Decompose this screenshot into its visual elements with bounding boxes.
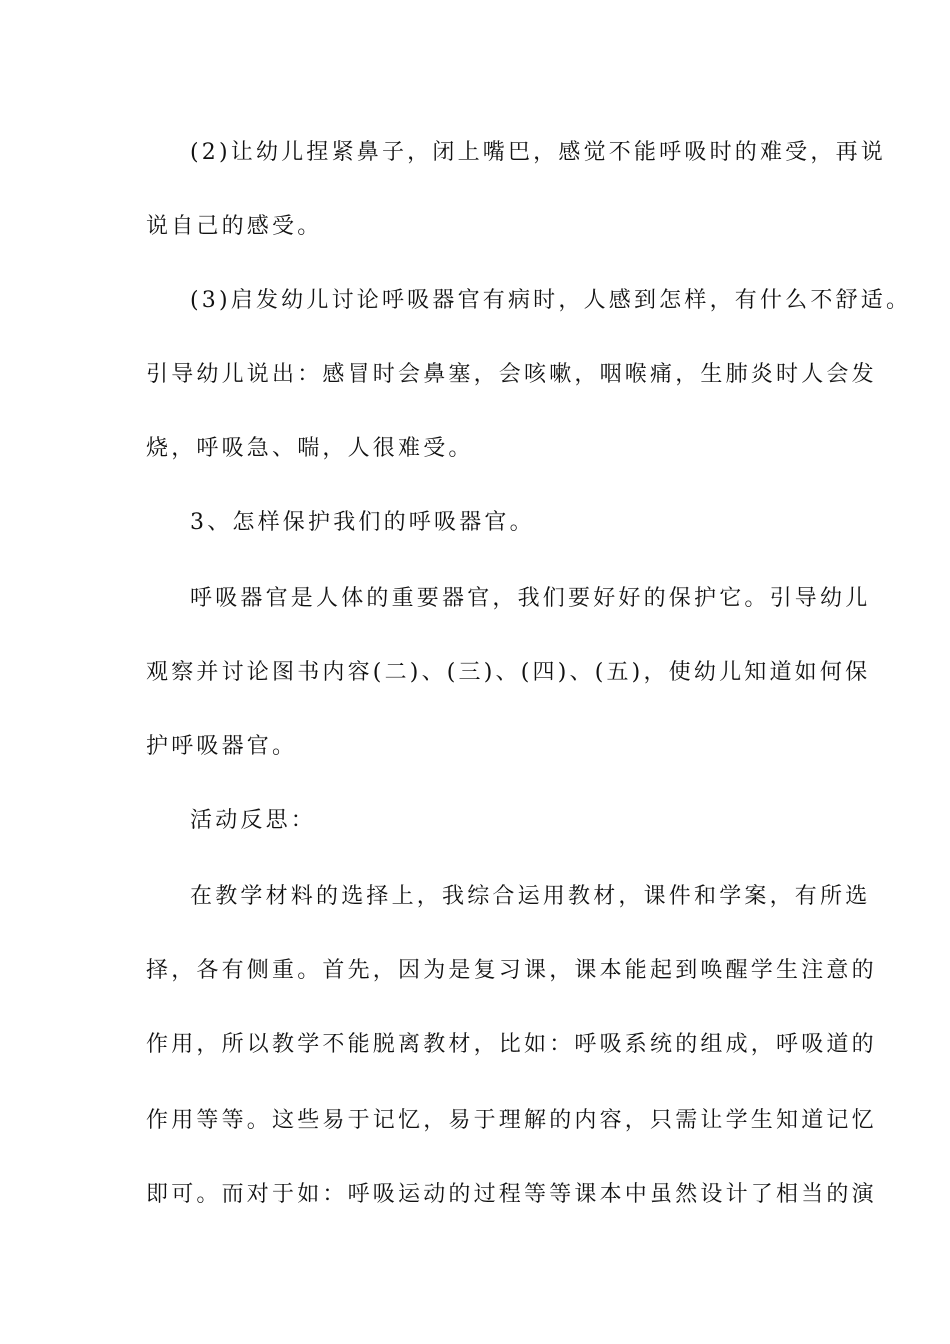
text-line: (2)让幼儿捏紧鼻子，闭上嘴巴，感觉不能呼吸时的难受，再说 [190, 140, 886, 165]
text-line: 在教学材料的选择上，我综合运用教材，课件和学案，有所选 [190, 884, 871, 909]
text-line: 即可。而对于如：呼吸运动的过程等等课本中虽然设计了相当的演 [146, 1182, 877, 1207]
text-line: (3)启发幼儿讨论呼吸器官有病时，人感到怎样，有什么不舒适。 [190, 288, 912, 313]
text-line: 烧，呼吸急、喘，人很难受。 [146, 436, 474, 461]
text-line: 择，各有侧重。首先，因为是复习课，课本能起到唤醒学生注意的 [146, 958, 877, 983]
text-line: 护呼吸器官。 [146, 734, 298, 759]
text-line: 作用，所以教学不能脱离教材，比如：呼吸系统的组成，呼吸道的 [146, 1032, 877, 1057]
text-line: 作用等等。这些易于记忆，易于理解的内容，只需让学生知道记忆 [146, 1108, 877, 1133]
section-heading: 3、怎样保护我们的呼吸器官。 [190, 510, 535, 535]
text-line: 观察并讨论图书内容(二)、(三)、(四)、(五)，使幼儿知道如何保 [146, 660, 871, 685]
text-line: 说自己的感受。 [146, 214, 323, 239]
text-line: 引导幼儿说出：感冒时会鼻塞，会咳嗽，咽喉痛，生肺炎时人会发 [146, 362, 877, 387]
section-heading: 活动反思： [190, 808, 317, 833]
text-line: 呼吸器官是人体的重要器官，我们要好好的保护它。引导幼儿 [190, 586, 871, 611]
